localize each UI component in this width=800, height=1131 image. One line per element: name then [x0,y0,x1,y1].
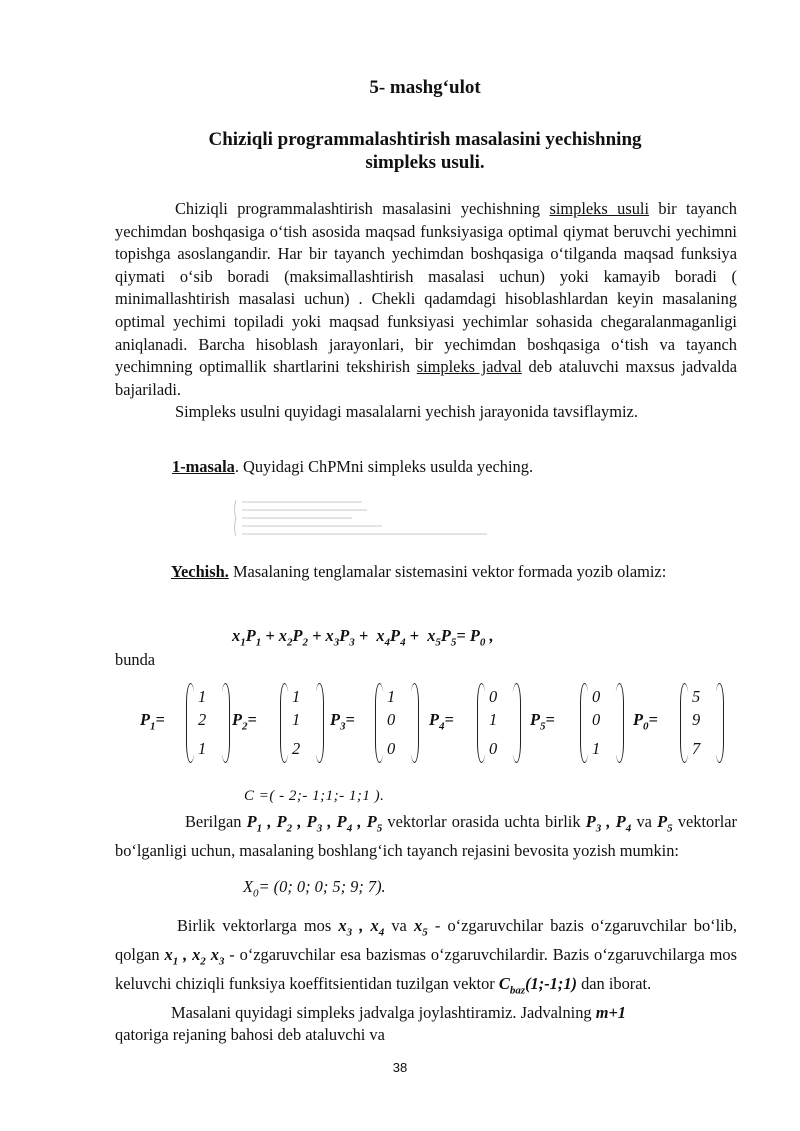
vector-p5: 0 0 1 [580,683,624,763]
intro-line2: Simpleks usulni quyidagi masalalarni yechish jarayonida tavsiflaymiz. [175,402,638,422]
vector-p2: 1 1 2 [280,683,324,763]
simpleks-usuli-term: simpleks usuli [549,199,650,218]
solution-paragraph [115,561,737,584]
vector-p0: 5 9 7 [680,683,724,763]
bunda-label: bunda [115,650,156,669]
vector-label-p3: $P_3=$ [330,710,355,733]
vector-p1: 1 2 1 [186,683,230,763]
section-heading-line2: simpleks usuli. [365,152,485,173]
vector-p3: 1 0 0 [375,683,419,763]
vector-label-p1: $P_1=$ [140,710,165,733]
problem-system-image [232,496,492,540]
problem-label: 1-masala [172,457,235,476]
problem-statement [172,456,732,479]
vector-equation: $x_1P_1 + x_2P_2 + x_3P_3 + x_4P_4 + x_5P_5= P_0$ , [232,626,494,649]
variables-paragraph: Birlik vektorlarga mos $x_3$ , $x_4$ va $x_5$ - o‘zgaruvchilar bazis o‘zgaruvchilar bo‘lib, qolgan $x_1$ , $x_2$ $x_3$ - o‘zgaruvchilar esa bazismas o‘zgaruvchilardir. Bazis o‘zgaruvchilarga mos keluvchi chiziqli funksiya koeffitsientidan tuzilgan vektor $C_{baz}(1;-1;1)$ dan iborat. Masalani quyidagi simpleks jadvalga joylashtiramiz. Jadvalning m+1 qatoriga rejaning bahosi deb ataluvchi va [115,916,737,1045]
intro-text-1: Chiziqli programmalashtirish masalasini yechishning [175,199,550,218]
vector-label-p4: $P_4=$ [429,710,454,733]
basis-paragraph: Berilgan $P_1$ , $P_2$ , $P_3$ , $P_4$ , $P_5$ vektorlar orasida uchta birlik $P_3$ , $P_4$ va $P_5$ vektorlar bo‘lganligi uchun, masalaning boshlang‘ich tayanch rejasini bevosita yozish mumkin: [115,812,737,860]
vector-label-p5: $P_5=$ [530,710,555,733]
solution-label: Yechish. [171,562,229,581]
intro-text-3: deb ataluvchi maxsus jadvalda bajariladi. [115,357,737,399]
problem-text: . Quyidagi ChPMni simpleks usulda yeching. [234,457,534,476]
solution-text: Masalaning tenglamalar sistemasini vektor formada yozib olamiz: [228,562,667,581]
vector-p4: 0 1 0 [477,683,521,763]
section-heading [0,128,800,174]
simpleks-jadval-term: simpleks jadval [416,357,522,377]
vector-label-p2: $P_2=$ [232,710,257,733]
vector-label-p0: $P_0=$ [633,710,658,733]
c-vector: C =( - 2;- 1;1;- 1;1 ). [244,788,385,804]
page-title: 5- mashg‘ulot [369,77,481,98]
section-heading-line1: Chiziqli programmalashtirish masalasini yechishning [208,129,642,150]
intro-paragraph [115,198,737,424]
page-number: 38 [392,1060,408,1075]
intro-text-2: bir tayanch yechimdan boshqasiga o‘tish asosida maqsad funksiyasiga optimal qiymat beruvchi yechimni topishga asoslangandir. Har bir tayanch yechimdan boshqasiga o‘tilganda maqsad funksiya qiymati o‘sib boradi (maksimallashtirish masalasi uchun) yoki kamayib boradi ( minimallashtirish masalasi uchun) . Chekli qadamdagi hisoblashlardan keyin masalaning optimal yechimi topiladi yoki maqsad funksiyasi yechimlar sohasida chegaralanmaganligi aniqlanadi. Barcha hisoblash jarayonlari, bir yechimdan boshqasiga o‘tish va tayanch yechimning optimallik shartlarini tekshirish [115,199,737,377]
x0-plan: $X_0= (0$; 0; 0; 5; 9; 7). [243,877,386,900]
